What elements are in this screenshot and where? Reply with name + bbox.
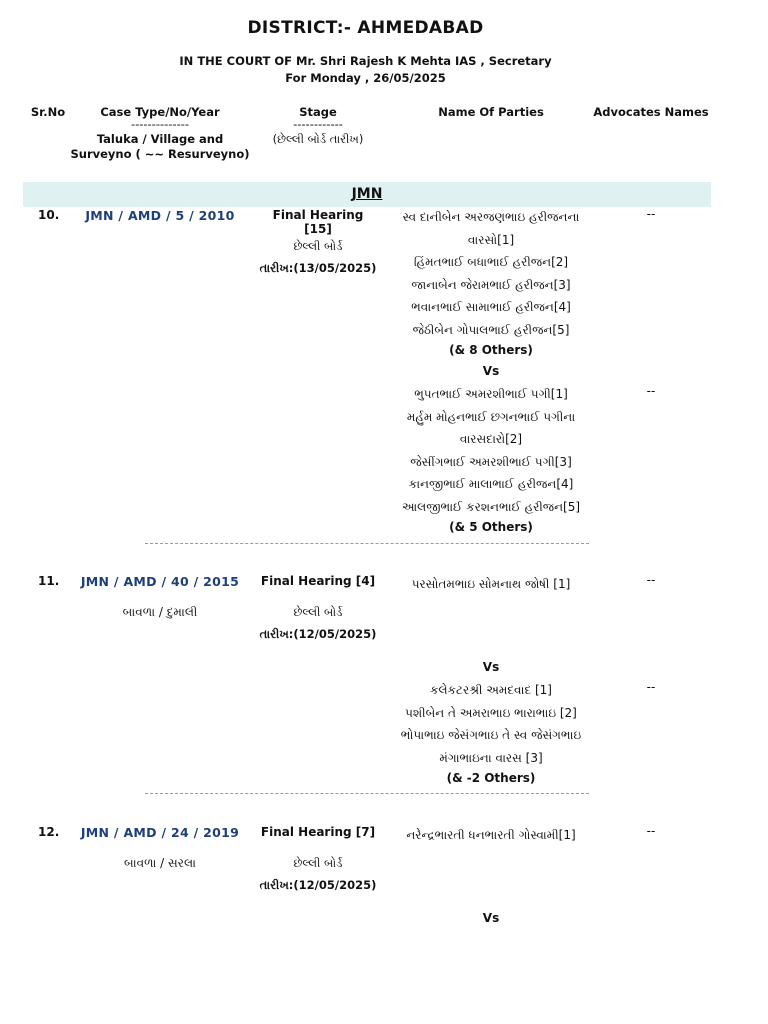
last-board-date: છેલ્લી બોર્ડ તારીખ:(12/05/2025) — [259, 605, 377, 641]
taluka-village: બાવળા / દુમાલી — [122, 605, 198, 619]
last-board-date: છેલ્લી બોર્ડ તારીખ:(13/05/2025) — [259, 239, 377, 275]
party-name: પશીબેન તે અમરાભાઇ ભારાભાઇ [2] — [405, 705, 577, 720]
case-srno: 10. — [38, 208, 60, 222]
party-name: પરસોતમભાઇ સોમનાથ જોષી [1] — [411, 577, 571, 591]
party-name: કાનજીભાઈ માલાભાઈ હરીજન[4] — [408, 477, 574, 491]
case-number: JMN / AMD / 40 / 2015 — [80, 574, 240, 589]
case-srno: 12. — [38, 825, 60, 839]
advocate-petitioner: -- — [646, 824, 656, 838]
district-title: DISTRICT:- AHMEDABAD — [247, 18, 484, 38]
case-stage: Final Hearing [15] — [272, 208, 364, 236]
party-name: ભુપતભાઈ અમરશીભાઈ પગી[1] — [414, 387, 568, 401]
advocate-respondent: -- — [646, 384, 656, 398]
versus-label: Vs — [482, 911, 500, 925]
advocate-petitioner: -- — [646, 573, 656, 587]
party-name: આલજીભાઈ કરશનભાઈ હરીજન[5] — [401, 499, 581, 514]
case-stage: Final Hearing [7] — [260, 825, 376, 839]
versus-label: Vs — [482, 364, 500, 378]
party-name: જેસીંગભાઈ અમરશીભાઈ પગી[3] — [410, 454, 572, 469]
party-name: જેઠીબેન ગોપાલભાઈ હરીજન[5] — [412, 322, 570, 337]
case-srno: 11. — [38, 574, 60, 588]
party-name: કલેકટરશ્રી અમદવાદ [1] — [429, 683, 552, 697]
section-label: JMN — [351, 186, 383, 202]
party-name: ભવાનભાઈ સામાભાઈ હરીજન[4] — [411, 300, 571, 314]
party-name: જાનાબેન જેરામભાઈ હરીજન[3] — [411, 277, 571, 292]
case-number: JMN / AMD / 5 / 2010 — [85, 208, 235, 223]
col-stage: Stage ------------ (છેલ્લી બોર્ડ તારીખ) — [272, 105, 364, 146]
party-name: નરેન્દ્રભારતી ધનભારતી ગોસ્વામી[1] — [406, 828, 576, 842]
respondent-list — [391, 383, 591, 536]
petitioner-list — [391, 573, 591, 596]
advocate-respondent: -- — [646, 680, 656, 694]
col-srno: Sr.No — [30, 105, 66, 119]
taluka-village: બાવળા / સરલા — [124, 856, 196, 870]
others-count: (& -2 Others) — [446, 771, 536, 785]
last-board-date: છેલ્લી બોર્ડ તારીખ:(12/05/2025) — [259, 856, 377, 892]
party-name: વારસદારો[2] — [459, 432, 523, 446]
versus-label: Vs — [482, 660, 500, 674]
others-count: (& 8 Others) — [449, 343, 533, 357]
party-name: સ્વ દાનીબેન અરજણભાઇ હરીજનના — [402, 210, 580, 224]
party-name: મર્હુમ મોહનભાઈ છગનભાઈ પગીના — [406, 409, 576, 424]
row-separator — [145, 543, 589, 544]
respondent-list — [391, 679, 591, 787]
party-name: ભોપાભાઇ જેસંગભાઇ તે સ્વ જેસંગભાઇ — [400, 728, 582, 742]
party-name: વારસો[1] — [467, 232, 515, 247]
case-number: JMN / AMD / 24 / 2019 — [80, 825, 240, 840]
petitioner-list — [391, 206, 591, 383]
col-advocates: Advocates Names — [593, 105, 709, 119]
hearing-date: For Monday , 26/05/2025 — [285, 71, 446, 85]
party-name: મંગાભાઇના વારસ [3] — [439, 750, 543, 765]
party-name: હિંમતભાઈ બધાભાઈ હરીજન[2] — [413, 255, 569, 269]
row-separator — [145, 793, 589, 794]
others-count: (& 5 Others) — [449, 520, 533, 534]
col-parties: Name Of Parties — [438, 105, 544, 119]
petitioner-list — [391, 824, 591, 847]
case-stage: Final Hearing [4] — [260, 574, 376, 588]
col-case-type: Case Type/No/Year -------------- Taluka / Village and Surveyno ( ~~ Resurveyno) — [70, 105, 250, 161]
court-name: IN THE COURT OF Mr. Shri Rajesh K Mehta IAS , Secretary — [179, 54, 552, 68]
advocate-petitioner: -- — [646, 207, 656, 221]
